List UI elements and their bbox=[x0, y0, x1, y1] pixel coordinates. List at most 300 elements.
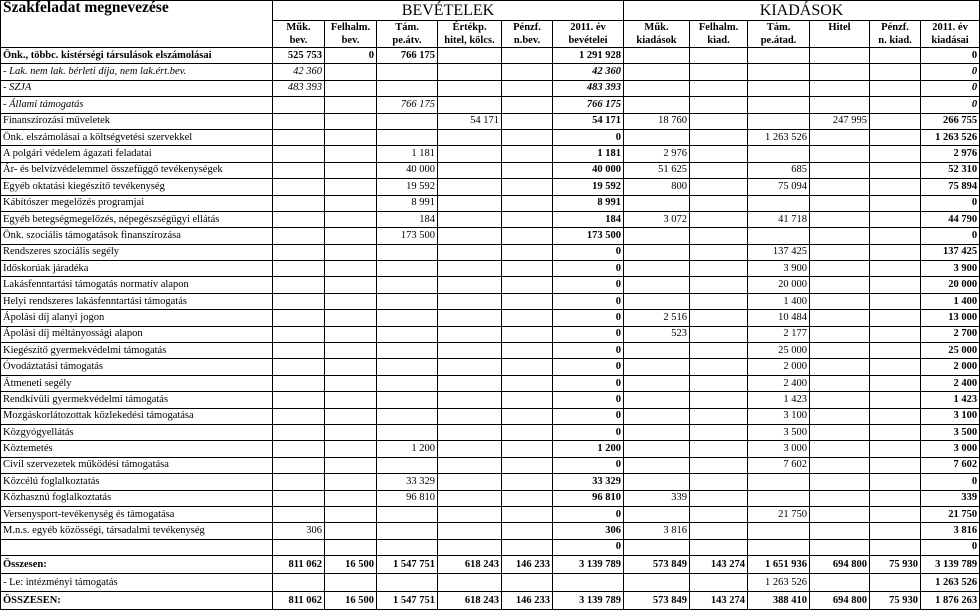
table-cell bbox=[690, 48, 748, 64]
table-cell: 2 976 bbox=[624, 146, 690, 162]
table-row bbox=[1, 244, 980, 260]
column-header: Tám. bbox=[748, 21, 810, 35]
table-cell bbox=[325, 244, 377, 260]
table-cell bbox=[325, 359, 377, 375]
table-cell bbox=[624, 244, 690, 260]
table-row bbox=[1, 211, 980, 227]
table-cell: 3 139 789 bbox=[553, 556, 624, 574]
table-cell bbox=[502, 574, 553, 592]
table-row bbox=[1, 195, 980, 211]
table-cell: 54 171 bbox=[438, 113, 502, 129]
table-cell bbox=[810, 375, 870, 391]
table-cell bbox=[624, 261, 690, 277]
table-cell: 1 200 bbox=[553, 441, 624, 457]
table-cell bbox=[690, 261, 748, 277]
table-cell: 2 400 bbox=[921, 375, 980, 391]
table-cell: 685 bbox=[748, 162, 810, 178]
table-cell bbox=[377, 506, 438, 522]
table-cell bbox=[502, 293, 553, 309]
income-group-header: BEVÉTELEK bbox=[273, 1, 624, 21]
table-row bbox=[1, 359, 980, 375]
table-cell: 41 718 bbox=[748, 211, 810, 227]
table-cell: 1 291 928 bbox=[553, 48, 624, 64]
table-cell bbox=[810, 80, 870, 96]
table-cell: 16 500 bbox=[325, 592, 377, 610]
table-cell: 0 bbox=[553, 244, 624, 260]
table-cell: 1 181 bbox=[553, 146, 624, 162]
table-cell bbox=[325, 490, 377, 506]
table-cell: 1 651 936 bbox=[748, 556, 810, 574]
table-cell bbox=[377, 392, 438, 408]
table-cell bbox=[810, 129, 870, 145]
table-cell bbox=[690, 343, 748, 359]
table-cell: 573 849 bbox=[624, 556, 690, 574]
table-cell bbox=[870, 228, 921, 244]
table-cell bbox=[438, 523, 502, 539]
row-label: Egyéb betegségmegelőzés, népegészségügyi ellátás bbox=[1, 211, 273, 227]
table-cell bbox=[690, 359, 748, 375]
row-label: Önk., többc. kistérségi társulások elszámolásai bbox=[1, 48, 273, 64]
table-cell bbox=[438, 392, 502, 408]
table-cell bbox=[325, 457, 377, 473]
table-cell: 40 000 bbox=[377, 162, 438, 178]
row-label: - SZJA bbox=[1, 80, 273, 96]
table-cell bbox=[273, 293, 325, 309]
table-cell bbox=[502, 375, 553, 391]
table-cell: 1 876 263 bbox=[921, 592, 980, 610]
table-cell: 3 500 bbox=[921, 424, 980, 440]
table-cell: 2 516 bbox=[624, 310, 690, 326]
table-cell bbox=[870, 129, 921, 145]
table-cell: 339 bbox=[624, 490, 690, 506]
table-cell: 1 400 bbox=[921, 293, 980, 309]
table-cell bbox=[624, 277, 690, 293]
table-cell bbox=[748, 97, 810, 113]
table-row bbox=[1, 97, 980, 113]
table-row bbox=[1, 48, 980, 64]
table-cell bbox=[325, 97, 377, 113]
table-cell bbox=[273, 244, 325, 260]
table-cell: 0 bbox=[921, 195, 980, 211]
table-cell bbox=[502, 277, 553, 293]
table-cell bbox=[273, 441, 325, 457]
table-cell: 3 900 bbox=[748, 261, 810, 277]
table-cell bbox=[624, 195, 690, 211]
table-cell bbox=[810, 574, 870, 592]
table-cell: 483 393 bbox=[553, 80, 624, 96]
column-header: kiadások bbox=[624, 34, 690, 48]
table-cell: 146 233 bbox=[502, 556, 553, 574]
row-label: Közgyógyellátás bbox=[1, 424, 273, 440]
column-header: bevételei bbox=[553, 34, 624, 48]
table-cell: 618 243 bbox=[438, 556, 502, 574]
table-cell bbox=[690, 97, 748, 113]
table-cell bbox=[690, 64, 748, 80]
table-cell: 25 000 bbox=[748, 343, 810, 359]
table-cell bbox=[325, 424, 377, 440]
table-cell bbox=[377, 277, 438, 293]
table-cell: 19 592 bbox=[553, 179, 624, 195]
row-label: Helyi rendszeres lakásfenntartási támogatás bbox=[1, 293, 273, 309]
table-cell bbox=[438, 474, 502, 490]
table-cell: 10 484 bbox=[748, 310, 810, 326]
table-cell bbox=[502, 474, 553, 490]
table-cell bbox=[325, 441, 377, 457]
table-cell bbox=[870, 310, 921, 326]
table-cell: 137 425 bbox=[748, 244, 810, 260]
table-cell bbox=[502, 539, 553, 555]
row-label: Ápolási díj alanyi jogon bbox=[1, 310, 273, 326]
table-cell bbox=[624, 48, 690, 64]
table-cell bbox=[502, 523, 553, 539]
table-row bbox=[1, 523, 980, 539]
table-cell bbox=[377, 64, 438, 80]
table-cell: 21 750 bbox=[921, 506, 980, 522]
table-cell bbox=[325, 211, 377, 227]
table-cell bbox=[325, 326, 377, 342]
table-cell bbox=[810, 162, 870, 178]
table-cell: 143 274 bbox=[690, 592, 748, 610]
table-cell bbox=[438, 228, 502, 244]
table-cell: 3 139 789 bbox=[921, 556, 980, 574]
column-header: Értékp. bbox=[438, 21, 502, 35]
table-cell bbox=[870, 80, 921, 96]
table-cell bbox=[377, 359, 438, 375]
table-cell bbox=[273, 424, 325, 440]
table-cell bbox=[273, 375, 325, 391]
table-cell bbox=[690, 228, 748, 244]
table-row bbox=[1, 277, 980, 293]
table-cell bbox=[273, 408, 325, 424]
row-label: Átmeneti segély bbox=[1, 375, 273, 391]
table-cell bbox=[325, 310, 377, 326]
table-cell bbox=[810, 293, 870, 309]
table-cell: 0 bbox=[325, 48, 377, 64]
table-cell bbox=[273, 343, 325, 359]
table-cell bbox=[377, 310, 438, 326]
table-cell bbox=[810, 211, 870, 227]
row-label: Kiegészítő gyermekvédelmi támogatás bbox=[1, 343, 273, 359]
table-cell: 800 bbox=[624, 179, 690, 195]
table-cell bbox=[690, 244, 748, 260]
table-cell bbox=[870, 179, 921, 195]
table-cell: 0 bbox=[553, 375, 624, 391]
table-cell bbox=[502, 113, 553, 129]
table-cell bbox=[624, 457, 690, 473]
column-header: n.bev. bbox=[502, 34, 553, 48]
table-cell bbox=[690, 375, 748, 391]
table-cell bbox=[690, 474, 748, 490]
table-cell bbox=[377, 113, 438, 129]
table-cell bbox=[502, 343, 553, 359]
table-cell bbox=[810, 195, 870, 211]
table-cell bbox=[810, 326, 870, 342]
table-cell: 811 062 bbox=[273, 556, 325, 574]
table-cell bbox=[325, 195, 377, 211]
table-cell: 1 423 bbox=[748, 392, 810, 408]
table-cell bbox=[438, 457, 502, 473]
column-header: 2011. év bbox=[921, 21, 980, 35]
table-cell bbox=[438, 277, 502, 293]
table-cell bbox=[438, 490, 502, 506]
column-header: kiad. bbox=[690, 34, 748, 48]
table-cell bbox=[690, 195, 748, 211]
table-cell bbox=[325, 228, 377, 244]
table-cell bbox=[748, 64, 810, 80]
table-cell: 96 810 bbox=[553, 490, 624, 506]
row-label: - Lak. nem lak. bérleti díja, nem lak.ért.bev. bbox=[1, 64, 273, 80]
table-cell: 1 263 526 bbox=[748, 129, 810, 145]
table-cell bbox=[748, 474, 810, 490]
table-cell bbox=[273, 490, 325, 506]
table-cell bbox=[273, 113, 325, 129]
table-cell bbox=[377, 129, 438, 145]
table-cell bbox=[624, 375, 690, 391]
header-row-groups bbox=[1, 1, 980, 21]
table-cell bbox=[810, 392, 870, 408]
table-cell: 8 991 bbox=[553, 195, 624, 211]
table-cell bbox=[502, 228, 553, 244]
table-cell bbox=[438, 97, 502, 113]
table-cell bbox=[325, 574, 377, 592]
table-cell: 388 410 bbox=[748, 592, 810, 610]
table-cell bbox=[325, 80, 377, 96]
table-cell bbox=[690, 146, 748, 162]
table-cell bbox=[810, 261, 870, 277]
table-cell bbox=[438, 424, 502, 440]
table-cell: 75 094 bbox=[748, 179, 810, 195]
table-row bbox=[1, 162, 980, 178]
table-cell bbox=[377, 326, 438, 342]
table-cell: 525 753 bbox=[273, 48, 325, 64]
table-cell bbox=[273, 146, 325, 162]
column-header: Pénzf. bbox=[502, 21, 553, 35]
row-label: Mozgáskorlátozottak közlekedési támogatása bbox=[1, 408, 273, 424]
table-cell bbox=[273, 474, 325, 490]
table-cell bbox=[810, 408, 870, 424]
row-label: Időskorúak járadéka bbox=[1, 261, 273, 277]
table-cell: 96 810 bbox=[377, 490, 438, 506]
table-cell bbox=[748, 523, 810, 539]
row-label: Lakásfenntartási támogatás normatív alapon bbox=[1, 277, 273, 293]
table-cell bbox=[502, 64, 553, 80]
table-cell: 0 bbox=[553, 408, 624, 424]
table-cell bbox=[810, 146, 870, 162]
table-cell: 20 000 bbox=[748, 277, 810, 293]
table-cell bbox=[438, 441, 502, 457]
table-cell bbox=[690, 113, 748, 129]
table-cell: 21 750 bbox=[748, 506, 810, 522]
table-cell bbox=[870, 343, 921, 359]
table-cell bbox=[624, 506, 690, 522]
row-label: Rendszeres szociális segély bbox=[1, 244, 273, 260]
table-cell bbox=[870, 457, 921, 473]
column-header: Műk. bbox=[624, 21, 690, 35]
table-cell: 3 816 bbox=[624, 523, 690, 539]
column-header: Felhalm. bbox=[690, 21, 748, 35]
table-cell bbox=[870, 424, 921, 440]
table-cell: 306 bbox=[273, 523, 325, 539]
table-cell bbox=[810, 490, 870, 506]
table-cell bbox=[748, 146, 810, 162]
table-cell: 618 243 bbox=[438, 592, 502, 610]
table-cell bbox=[502, 424, 553, 440]
table-cell: 143 274 bbox=[690, 556, 748, 574]
table-cell: 0 bbox=[553, 261, 624, 277]
table-cell bbox=[325, 162, 377, 178]
table-cell: 1 263 526 bbox=[921, 574, 980, 592]
table-cell: 0 bbox=[921, 539, 980, 555]
table-cell bbox=[377, 457, 438, 473]
table-cell bbox=[624, 64, 690, 80]
table-cell: 0 bbox=[553, 343, 624, 359]
row-label: Kábítószer megelőzés programjai bbox=[1, 195, 273, 211]
table-cell bbox=[748, 490, 810, 506]
table-cell bbox=[870, 211, 921, 227]
table-cell: 2 000 bbox=[921, 359, 980, 375]
table-cell: 25 000 bbox=[921, 343, 980, 359]
table-cell: 0 bbox=[553, 277, 624, 293]
table-cell bbox=[377, 261, 438, 277]
table-cell bbox=[870, 146, 921, 162]
table-cell bbox=[325, 375, 377, 391]
table-cell: 306 bbox=[553, 523, 624, 539]
table-cell bbox=[325, 343, 377, 359]
table-cell bbox=[273, 261, 325, 277]
table-cell: 1 263 526 bbox=[921, 129, 980, 145]
row-label: Összesen: bbox=[1, 556, 273, 574]
table-row bbox=[1, 474, 980, 490]
table-cell: 0 bbox=[553, 359, 624, 375]
table-cell bbox=[377, 343, 438, 359]
table-cell bbox=[438, 343, 502, 359]
table-cell bbox=[325, 506, 377, 522]
table-cell bbox=[502, 129, 553, 145]
table-row bbox=[1, 424, 980, 440]
table-row bbox=[1, 574, 980, 592]
table-cell bbox=[810, 441, 870, 457]
row-label: - Le: intézményi támogatás bbox=[1, 574, 273, 592]
table-cell: 2 700 bbox=[921, 326, 980, 342]
table-cell bbox=[325, 261, 377, 277]
table-cell bbox=[870, 293, 921, 309]
table-cell: 13 000 bbox=[921, 310, 980, 326]
table-cell bbox=[748, 113, 810, 129]
column-header: bev. bbox=[273, 34, 325, 48]
table-cell bbox=[690, 392, 748, 408]
table-cell bbox=[690, 539, 748, 555]
table-cell bbox=[438, 80, 502, 96]
table-cell: 0 bbox=[921, 80, 980, 96]
table-cell bbox=[690, 457, 748, 473]
column-header: Pénzf. bbox=[870, 21, 921, 35]
table-cell bbox=[870, 162, 921, 178]
row-label: Óvodáztatási támogatás bbox=[1, 359, 273, 375]
table-cell bbox=[810, 457, 870, 473]
row-label: Önk. szociális támogatások finanszírozása bbox=[1, 228, 273, 244]
table-cell bbox=[377, 375, 438, 391]
table-cell: 247 995 bbox=[810, 113, 870, 129]
table-cell bbox=[810, 359, 870, 375]
table-cell bbox=[502, 506, 553, 522]
table-cell: 44 790 bbox=[921, 211, 980, 227]
table-cell: 523 bbox=[624, 326, 690, 342]
table-cell bbox=[438, 211, 502, 227]
table-cell: 3 100 bbox=[921, 408, 980, 424]
table-cell: 54 171 bbox=[553, 113, 624, 129]
table-cell bbox=[690, 574, 748, 592]
table-cell bbox=[690, 523, 748, 539]
table-cell: 0 bbox=[553, 424, 624, 440]
table-cell bbox=[870, 408, 921, 424]
table-cell bbox=[502, 211, 553, 227]
table-cell bbox=[810, 179, 870, 195]
table-cell bbox=[438, 179, 502, 195]
table-cell bbox=[377, 293, 438, 309]
table-cell bbox=[690, 293, 748, 309]
row-label: Ár- és belvízvédelemmel összefüggő tevékenységek bbox=[1, 162, 273, 178]
table-cell bbox=[377, 80, 438, 96]
row-label: Versenysport-tevékenység és támogatása bbox=[1, 506, 273, 522]
table-cell bbox=[502, 162, 553, 178]
table-cell: 766 175 bbox=[377, 48, 438, 64]
table-cell: 0 bbox=[553, 293, 624, 309]
column-header: Műk. bbox=[273, 21, 325, 35]
table-cell bbox=[377, 244, 438, 260]
table-cell bbox=[624, 293, 690, 309]
table-cell bbox=[325, 392, 377, 408]
table-cell: 42 360 bbox=[553, 64, 624, 80]
table-cell: 694 800 bbox=[810, 592, 870, 610]
table-cell bbox=[624, 359, 690, 375]
table-row bbox=[1, 490, 980, 506]
table-cell bbox=[377, 408, 438, 424]
table-cell bbox=[502, 408, 553, 424]
table-cell bbox=[870, 474, 921, 490]
table-cell bbox=[502, 80, 553, 96]
table-row bbox=[1, 80, 980, 96]
table-cell bbox=[273, 392, 325, 408]
table-row bbox=[1, 592, 980, 610]
table-cell: 8 991 bbox=[377, 195, 438, 211]
table-cell bbox=[502, 48, 553, 64]
table-cell bbox=[870, 326, 921, 342]
row-label: Finanszírozási műveletek bbox=[1, 113, 273, 129]
table-cell bbox=[438, 195, 502, 211]
table-cell bbox=[870, 490, 921, 506]
row-label bbox=[1, 539, 273, 555]
table-cell: 2 976 bbox=[921, 146, 980, 162]
table-cell bbox=[325, 474, 377, 490]
table-cell bbox=[325, 539, 377, 555]
table-row bbox=[1, 392, 980, 408]
table-cell bbox=[502, 326, 553, 342]
table-cell bbox=[810, 48, 870, 64]
table-cell bbox=[325, 277, 377, 293]
table-row bbox=[1, 146, 980, 162]
table-cell bbox=[502, 457, 553, 473]
table-cell: 173 500 bbox=[377, 228, 438, 244]
table-cell bbox=[870, 48, 921, 64]
column-header: 2011. év bbox=[553, 21, 624, 35]
page-title: Szakfeladat megnevezése bbox=[1, 1, 273, 48]
table-row bbox=[1, 261, 980, 277]
table-cell: 20 000 bbox=[921, 277, 980, 293]
table-cell bbox=[502, 392, 553, 408]
table-cell: 0 bbox=[553, 392, 624, 408]
table-cell bbox=[810, 228, 870, 244]
table-cell bbox=[502, 195, 553, 211]
